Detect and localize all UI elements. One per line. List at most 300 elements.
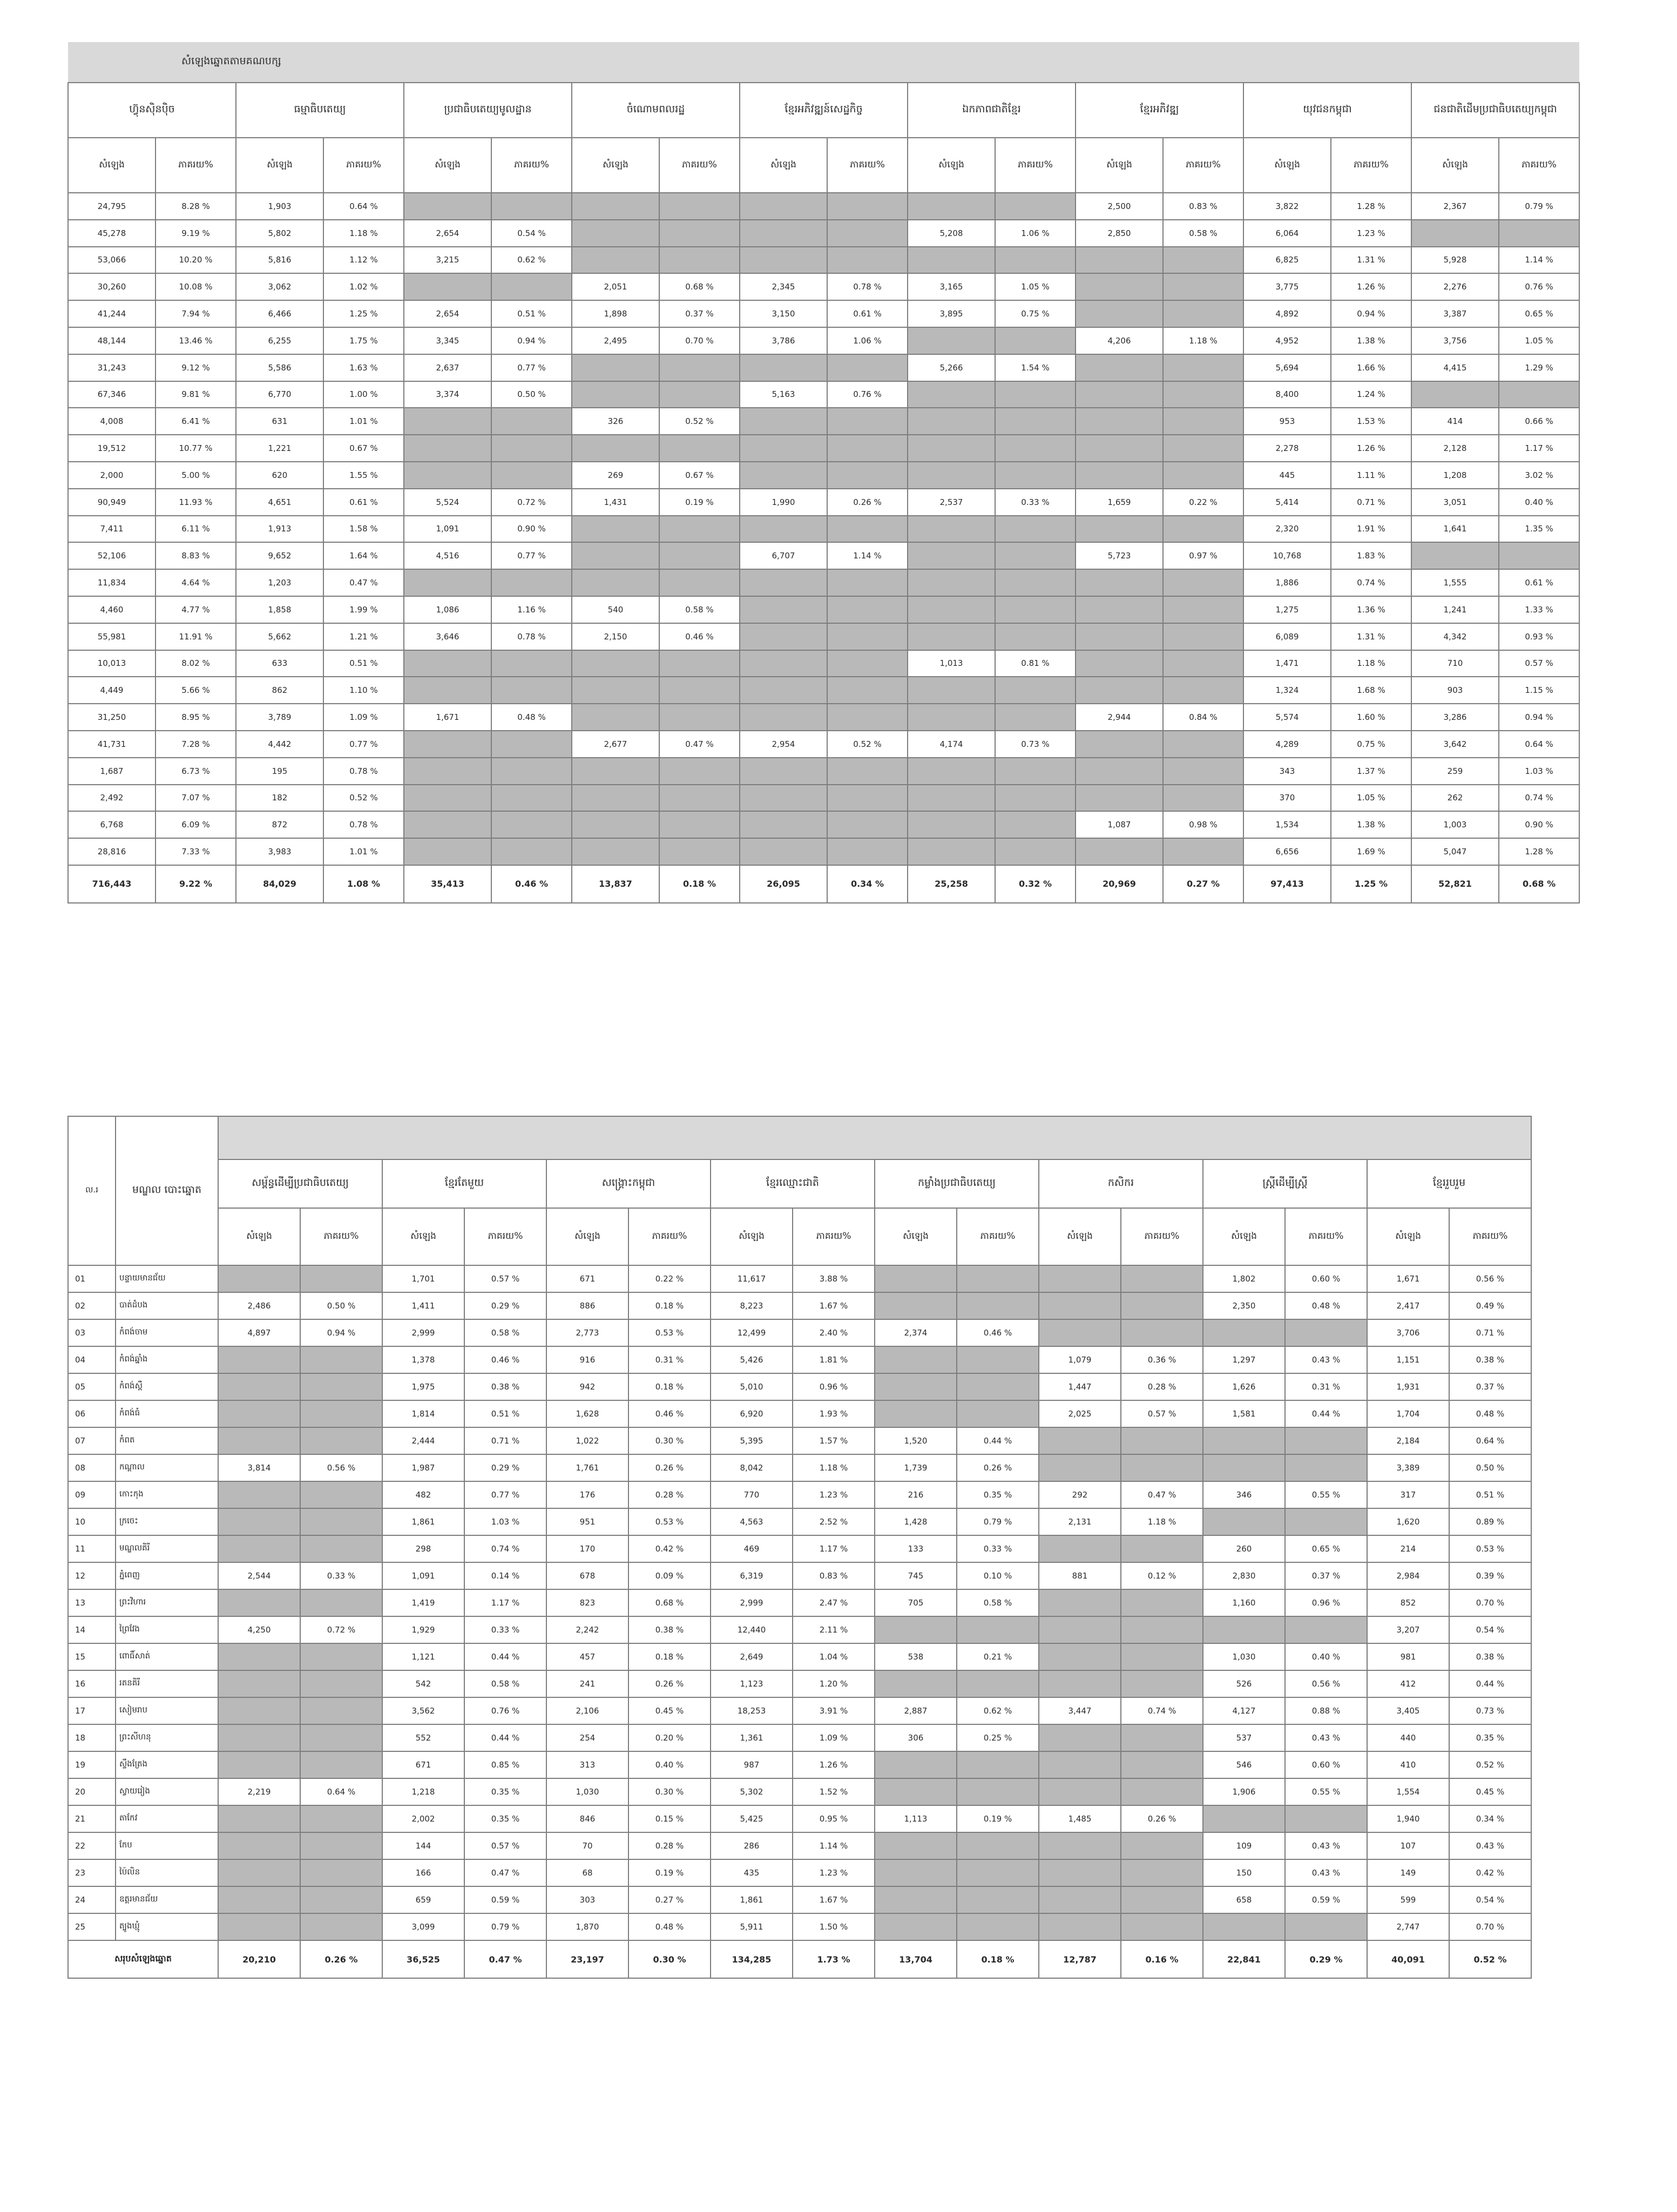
- percent-cell: [827, 435, 908, 462]
- vote-cell: 1,221: [236, 435, 323, 462]
- percent-cell: 0.64 %: [1449, 1427, 1531, 1454]
- vote-cell: 30,260: [68, 273, 155, 300]
- vote-cell: 3,150: [740, 300, 827, 327]
- vote-cell: 5,802: [236, 220, 323, 247]
- vote-cell: 1,929: [382, 1616, 464, 1643]
- vote-cell: 18,253: [711, 1697, 793, 1724]
- percent-cell: 1.15 %: [1499, 677, 1579, 704]
- percent-cell: 0.10 %: [957, 1562, 1039, 1589]
- percent-cell: 0.97 %: [1163, 542, 1243, 569]
- table-row: [68, 1805, 1531, 1832]
- vote-cell: 3,051: [1411, 489, 1499, 516]
- percent-cell: 1.66 %: [1331, 354, 1411, 381]
- vote-cell: 313: [546, 1751, 628, 1778]
- vote-cell: 2,486: [218, 1292, 300, 1319]
- percent-cell: [300, 1697, 382, 1724]
- district-name: កំពង់ចាម: [116, 1319, 218, 1346]
- percent-cell: [957, 1265, 1039, 1292]
- table-row: [68, 1508, 1531, 1535]
- vote-cell: 346: [1203, 1481, 1285, 1508]
- vote-cell: [1076, 408, 1163, 435]
- total-percent-cell: 0.32 %: [995, 865, 1076, 903]
- percent-cell: 0.38 %: [628, 1616, 711, 1643]
- vote-cell: 6,656: [1243, 838, 1331, 865]
- subheader-percent: ភាគរយ%: [1449, 1208, 1531, 1265]
- percent-cell: [659, 247, 740, 274]
- percent-cell: 2.11 %: [793, 1616, 875, 1643]
- subheader-votes: សំឡេង: [546, 1208, 628, 1265]
- subheader-votes: សំឡេង: [236, 138, 323, 193]
- percent-cell: [957, 1886, 1039, 1913]
- percent-cell: [491, 758, 572, 785]
- percent-cell: [491, 569, 572, 596]
- total-vote-cell: 84,029: [236, 865, 323, 903]
- subheader-percent: ភាគរយ%: [957, 1208, 1039, 1265]
- percent-cell: 0.72 %: [491, 489, 572, 516]
- percent-cell: 0.51 %: [491, 300, 572, 327]
- vote-cell: 133: [875, 1535, 957, 1562]
- vote-cell: 4,449: [68, 677, 155, 704]
- vote-cell: 953: [1243, 408, 1331, 435]
- vote-cell: 2,106: [546, 1697, 628, 1724]
- vote-cell: 6,920: [711, 1400, 793, 1427]
- table-row: [68, 1292, 1531, 1319]
- vote-cell: 3,789: [236, 704, 323, 731]
- percent-cell: [995, 677, 1076, 704]
- vote-cell: 5,414: [1243, 489, 1331, 516]
- table-row: [68, 1319, 1531, 1346]
- percent-cell: 0.55 %: [1285, 1481, 1367, 1508]
- total-percent-cell: 0.30 %: [628, 1940, 711, 1978]
- percent-cell: 1.64 %: [323, 542, 404, 569]
- percent-cell: 1.05 %: [1331, 785, 1411, 812]
- table-row: [68, 327, 1579, 354]
- vote-cell: 538: [875, 1643, 957, 1670]
- table-row: [68, 1697, 1531, 1724]
- district-name: កំពង់ឆ្នាំង: [116, 1346, 218, 1373]
- table-row: [68, 704, 1579, 731]
- row-number: 17: [68, 1697, 116, 1724]
- percent-cell: 0.33 %: [957, 1535, 1039, 1562]
- percent-cell: 1.23 %: [1331, 220, 1411, 247]
- percent-cell: 0.28 %: [628, 1832, 711, 1859]
- percent-cell: [1163, 838, 1243, 865]
- percent-cell: 0.58 %: [957, 1589, 1039, 1616]
- percent-cell: 0.60 %: [1285, 1265, 1367, 1292]
- vote-cell: 4,415: [1411, 354, 1499, 381]
- percent-cell: 0.45 %: [628, 1697, 711, 1724]
- vote-cell: 6,466: [236, 300, 323, 327]
- percent-cell: 0.49 %: [1449, 1292, 1531, 1319]
- percent-cell: [995, 838, 1076, 865]
- vote-cell: [572, 811, 659, 838]
- percent-cell: [491, 408, 572, 435]
- percent-cell: 0.52 %: [323, 785, 404, 812]
- percent-cell: 0.43 %: [1285, 1346, 1367, 1373]
- percent-cell: 0.73 %: [1449, 1697, 1531, 1724]
- percent-cell: 11.93 %: [155, 489, 236, 516]
- table-row: [68, 1778, 1531, 1805]
- district-name: ព្រៃវែង: [116, 1616, 218, 1643]
- vote-cell: [1039, 1589, 1121, 1616]
- percent-cell: 0.36 %: [1121, 1346, 1203, 1373]
- percent-cell: 0.54 %: [1449, 1616, 1531, 1643]
- percent-cell: 0.44 %: [1449, 1670, 1531, 1697]
- vote-cell: 3,786: [740, 327, 827, 354]
- vote-cell: 1,739: [875, 1454, 957, 1481]
- percent-cell: [300, 1886, 382, 1913]
- subheader-percent: ភាគរយ%: [300, 1208, 382, 1265]
- table-row: [68, 650, 1579, 677]
- vote-cell: 3,983: [236, 838, 323, 865]
- vote-cell: 2,654: [404, 300, 491, 327]
- percent-cell: [827, 596, 908, 623]
- percent-cell: 0.46 %: [628, 1400, 711, 1427]
- vote-cell: 1,555: [1411, 569, 1499, 596]
- vote-cell: 4,174: [908, 731, 995, 758]
- vote-cell: 2,649: [711, 1643, 793, 1670]
- vote-cell: 482: [382, 1481, 464, 1508]
- vote-cell: 260: [1203, 1535, 1285, 1562]
- vote-cell: [218, 1697, 300, 1724]
- subheader-votes: សំឡេង: [1076, 138, 1163, 193]
- vote-cell: [1411, 381, 1499, 408]
- table-caption: សំឡេងឆ្នោតតាមគណបក្ស: [68, 42, 1579, 83]
- vote-cell: 3,642: [1411, 731, 1499, 758]
- vote-cell: 3,099: [382, 1913, 464, 1940]
- total-percent-cell: 0.52 %: [1449, 1940, 1531, 1978]
- table-row: [68, 1751, 1531, 1778]
- vote-cell: [1076, 516, 1163, 543]
- vote-cell: [1076, 435, 1163, 462]
- vote-cell: 68: [546, 1859, 628, 1886]
- percent-cell: 5.66 %: [155, 677, 236, 704]
- vote-cell: 4,516: [404, 542, 491, 569]
- vote-cell: 5,694: [1243, 354, 1331, 381]
- percent-cell: [1163, 677, 1243, 704]
- percent-cell: 0.65 %: [1499, 300, 1579, 327]
- percent-cell: 1.06 %: [995, 220, 1076, 247]
- vote-cell: 5,586: [236, 354, 323, 381]
- vote-cell: [1039, 1832, 1121, 1859]
- vote-cell: [740, 811, 827, 838]
- vote-cell: 241: [546, 1670, 628, 1697]
- percent-cell: [491, 650, 572, 677]
- row-number: 11: [68, 1535, 116, 1562]
- percent-cell: [995, 247, 1076, 274]
- vote-cell: 5,163: [740, 381, 827, 408]
- column-header-district: មណ្ឌល បោះឆ្នោត: [116, 1116, 218, 1265]
- percent-cell: [957, 1373, 1039, 1400]
- table-row: [68, 354, 1579, 381]
- percent-cell: 0.70 %: [659, 327, 740, 354]
- percent-cell: [659, 811, 740, 838]
- vote-cell: 4,892: [1243, 300, 1331, 327]
- vote-cell: 3,062: [236, 273, 323, 300]
- percent-cell: 0.58 %: [1163, 220, 1243, 247]
- percent-cell: [827, 677, 908, 704]
- vote-cell: [572, 785, 659, 812]
- percent-cell: 0.79 %: [1499, 193, 1579, 220]
- percent-cell: 5.00 %: [155, 462, 236, 489]
- district-name: បាត់ដំបង: [116, 1292, 218, 1319]
- percent-cell: 1.99 %: [323, 596, 404, 623]
- percent-cell: 1.17 %: [464, 1589, 546, 1616]
- vote-cell: [572, 677, 659, 704]
- percent-cell: 0.47 %: [659, 731, 740, 758]
- table-row: [68, 1859, 1531, 1886]
- percent-cell: [1121, 1751, 1203, 1778]
- district-name: ត្បូងឃ្មុំ: [116, 1913, 218, 1940]
- vote-cell: 1,520: [875, 1427, 957, 1454]
- percent-cell: 0.74 %: [464, 1535, 546, 1562]
- percent-cell: [300, 1589, 382, 1616]
- vote-cell: 4,651: [236, 489, 323, 516]
- percent-cell: [827, 838, 908, 865]
- percent-cell: 1.14 %: [827, 542, 908, 569]
- vote-cell: 2,320: [1243, 516, 1331, 543]
- table-row: [68, 677, 1579, 704]
- vote-cell: [908, 462, 995, 489]
- vote-cell: 170: [546, 1535, 628, 1562]
- subheader-votes: សំឡេង: [1039, 1208, 1121, 1265]
- percent-cell: 0.22 %: [1163, 489, 1243, 516]
- percent-cell: 1.37 %: [1331, 758, 1411, 785]
- district-name: ភ្នំពេញ: [116, 1562, 218, 1589]
- percent-cell: [491, 838, 572, 865]
- percent-cell: 0.56 %: [300, 1454, 382, 1481]
- district-name: ឧត្តរមានជ័យ: [116, 1886, 218, 1913]
- percent-cell: [659, 785, 740, 812]
- vote-cell: 214: [1367, 1535, 1449, 1562]
- percent-cell: [995, 785, 1076, 812]
- percent-cell: 0.48 %: [1285, 1292, 1367, 1319]
- percent-cell: 1.53 %: [1331, 408, 1411, 435]
- subheader-percent: ភាគរយ%: [1285, 1208, 1367, 1265]
- vote-cell: 846: [546, 1805, 628, 1832]
- percent-cell: 0.53 %: [628, 1319, 711, 1346]
- percent-cell: [827, 354, 908, 381]
- percent-cell: 0.43 %: [1285, 1724, 1367, 1751]
- percent-cell: 0.71 %: [1449, 1319, 1531, 1346]
- vote-cell: [875, 1346, 957, 1373]
- subheader-votes: សំឡេង: [382, 1208, 464, 1265]
- percent-cell: 1.04 %: [793, 1643, 875, 1670]
- percent-cell: 7.33 %: [155, 838, 236, 865]
- percent-cell: 0.35 %: [464, 1778, 546, 1805]
- subheader-percent: ភាគរយ%: [995, 138, 1076, 193]
- vote-cell: 671: [382, 1751, 464, 1778]
- percent-cell: 2.52 %: [793, 1508, 875, 1535]
- percent-cell: [1121, 1265, 1203, 1292]
- vote-cell: 1,091: [404, 516, 491, 543]
- vote-cell: 1,858: [236, 596, 323, 623]
- vote-cell: [1076, 838, 1163, 865]
- percent-cell: 0.78 %: [323, 758, 404, 785]
- party-header: ខ្មែរឈ្មោះជាតិ: [711, 1159, 875, 1208]
- percent-cell: 0.62 %: [957, 1697, 1039, 1724]
- percent-cell: 0.94 %: [1499, 704, 1579, 731]
- vote-cell: 1,913: [236, 516, 323, 543]
- percent-cell: 0.74 %: [1121, 1697, 1203, 1724]
- vote-cell: [218, 1832, 300, 1859]
- percent-cell: 0.84 %: [1163, 704, 1243, 731]
- percent-cell: [1285, 1319, 1367, 1346]
- percent-cell: 0.57 %: [464, 1832, 546, 1859]
- total-vote-cell: 13,837: [572, 865, 659, 903]
- district-name: ព្រះសីហនុ: [116, 1724, 218, 1751]
- row-number: 25: [68, 1913, 116, 1940]
- percent-cell: 1.18 %: [793, 1454, 875, 1481]
- percent-cell: [827, 758, 908, 785]
- vote-cell: [740, 408, 827, 435]
- percent-cell: [659, 704, 740, 731]
- vote-cell: [740, 462, 827, 489]
- percent-cell: 1.21 %: [323, 623, 404, 650]
- percent-cell: [1121, 1913, 1203, 1940]
- vote-cell: 4,342: [1411, 623, 1499, 650]
- vote-cell: 1,628: [546, 1400, 628, 1427]
- party-header: ហ៊្វុនស៊ិនប៉ិច: [68, 83, 236, 138]
- percent-cell: [659, 569, 740, 596]
- vote-cell: 3,646: [404, 623, 491, 650]
- percent-cell: [995, 381, 1076, 408]
- vote-cell: 2,184: [1367, 1427, 1449, 1454]
- vote-cell: [218, 1724, 300, 1751]
- percent-cell: 9.12 %: [155, 354, 236, 381]
- percent-cell: [995, 596, 1076, 623]
- vote-cell: 5,302: [711, 1778, 793, 1805]
- percent-cell: [1163, 462, 1243, 489]
- vote-cell: 3,895: [908, 300, 995, 327]
- vote-cell: 5,911: [711, 1913, 793, 1940]
- vote-cell: 2,747: [1367, 1913, 1449, 1940]
- table-row: [68, 1400, 1531, 1427]
- total-vote-cell: 35,413: [404, 865, 491, 903]
- row-number: 21: [68, 1805, 116, 1832]
- percent-cell: 8.28 %: [155, 193, 236, 220]
- percent-cell: 1.67 %: [793, 1886, 875, 1913]
- percent-cell: 7.28 %: [155, 731, 236, 758]
- table-row: [68, 596, 1579, 623]
- party-header: ខ្មែររួបរួម: [1367, 1159, 1531, 1208]
- percent-cell: 0.48 %: [1449, 1400, 1531, 1427]
- vote-cell: 2,242: [546, 1616, 628, 1643]
- vote-cell: 2,278: [1243, 435, 1331, 462]
- vote-cell: 1,940: [1367, 1805, 1449, 1832]
- percent-cell: 0.42 %: [628, 1535, 711, 1562]
- vote-cell: 144: [382, 1832, 464, 1859]
- vote-cell: [218, 1589, 300, 1616]
- vote-cell: [740, 704, 827, 731]
- percent-cell: 0.98 %: [1163, 811, 1243, 838]
- percent-cell: 0.53 %: [1449, 1535, 1531, 1562]
- percent-cell: [659, 650, 740, 677]
- party-header: ឯកភាពជាតិខ្មែរ: [908, 83, 1076, 138]
- vote-cell: 1,361: [711, 1724, 793, 1751]
- vote-cell: 1,218: [382, 1778, 464, 1805]
- vote-cell: 149: [1367, 1859, 1449, 1886]
- percent-cell: [957, 1913, 1039, 1940]
- vote-cell: 1,091: [382, 1562, 464, 1589]
- percent-cell: [957, 1751, 1039, 1778]
- percent-cell: 1.60 %: [1331, 704, 1411, 731]
- percent-cell: 0.47 %: [323, 569, 404, 596]
- vote-cell: [404, 785, 491, 812]
- table-row: [68, 220, 1579, 247]
- row-number: 03: [68, 1319, 116, 1346]
- percent-cell: [957, 1670, 1039, 1697]
- vote-cell: [1076, 569, 1163, 596]
- table-row: [68, 247, 1579, 274]
- vote-cell: 1,814: [382, 1400, 464, 1427]
- vote-cell: [218, 1481, 300, 1508]
- vote-cell: [404, 569, 491, 596]
- vote-cell: 5,723: [1076, 542, 1163, 569]
- percent-cell: [1163, 623, 1243, 650]
- vote-cell: 1,275: [1243, 596, 1331, 623]
- percent-cell: 0.75 %: [1331, 731, 1411, 758]
- subheader-votes: សំឡេង: [740, 138, 827, 193]
- percent-cell: 0.30 %: [628, 1778, 711, 1805]
- percent-cell: [827, 516, 908, 543]
- table-row: [68, 1454, 1531, 1481]
- table-row: [68, 462, 1579, 489]
- percent-cell: 0.94 %: [491, 327, 572, 354]
- vote-cell: 3,775: [1243, 273, 1331, 300]
- percent-cell: [995, 516, 1076, 543]
- vote-cell: [1039, 1778, 1121, 1805]
- table-row: [68, 1535, 1531, 1562]
- district-name: កណ្ដាល: [116, 1454, 218, 1481]
- vote-cell: [1203, 1319, 1285, 1346]
- percent-cell: 1.81 %: [793, 1346, 875, 1373]
- vote-cell: 3,286: [1411, 704, 1499, 731]
- vote-cell: [1076, 247, 1163, 274]
- percent-cell: [827, 704, 908, 731]
- percent-cell: 0.75 %: [995, 300, 1076, 327]
- percent-cell: 0.58 %: [464, 1319, 546, 1346]
- percent-cell: 0.09 %: [628, 1562, 711, 1589]
- row-number: 24: [68, 1886, 116, 1913]
- percent-cell: 0.90 %: [1499, 811, 1579, 838]
- table-row: [68, 785, 1579, 812]
- percent-cell: 1.93 %: [793, 1400, 875, 1427]
- vote-cell: 1,086: [404, 596, 491, 623]
- vote-cell: 2,999: [711, 1589, 793, 1616]
- percent-cell: 11.91 %: [155, 623, 236, 650]
- vote-cell: 4,206: [1076, 327, 1163, 354]
- subheader-votes: សំឡេង: [404, 138, 491, 193]
- vote-cell: [1076, 300, 1163, 327]
- vote-cell: 2,495: [572, 327, 659, 354]
- vote-cell: [875, 1859, 957, 1886]
- subheader-percent: ភាគរយ%: [659, 138, 740, 193]
- vote-cell: 3,822: [1243, 193, 1331, 220]
- vote-cell: [875, 1265, 957, 1292]
- vote-cell: [908, 704, 995, 731]
- vote-cell: [1039, 1886, 1121, 1913]
- vote-cell: 3,756: [1411, 327, 1499, 354]
- percent-cell: 0.34 %: [1449, 1805, 1531, 1832]
- vote-cell: 1,761: [546, 1454, 628, 1481]
- district-name: កំពត: [116, 1427, 218, 1454]
- vote-cell: 6,089: [1243, 623, 1331, 650]
- vote-cell: 2,345: [740, 273, 827, 300]
- table-row: [68, 1481, 1531, 1508]
- vote-cell: 2,637: [404, 354, 491, 381]
- vote-cell: 705: [875, 1589, 957, 1616]
